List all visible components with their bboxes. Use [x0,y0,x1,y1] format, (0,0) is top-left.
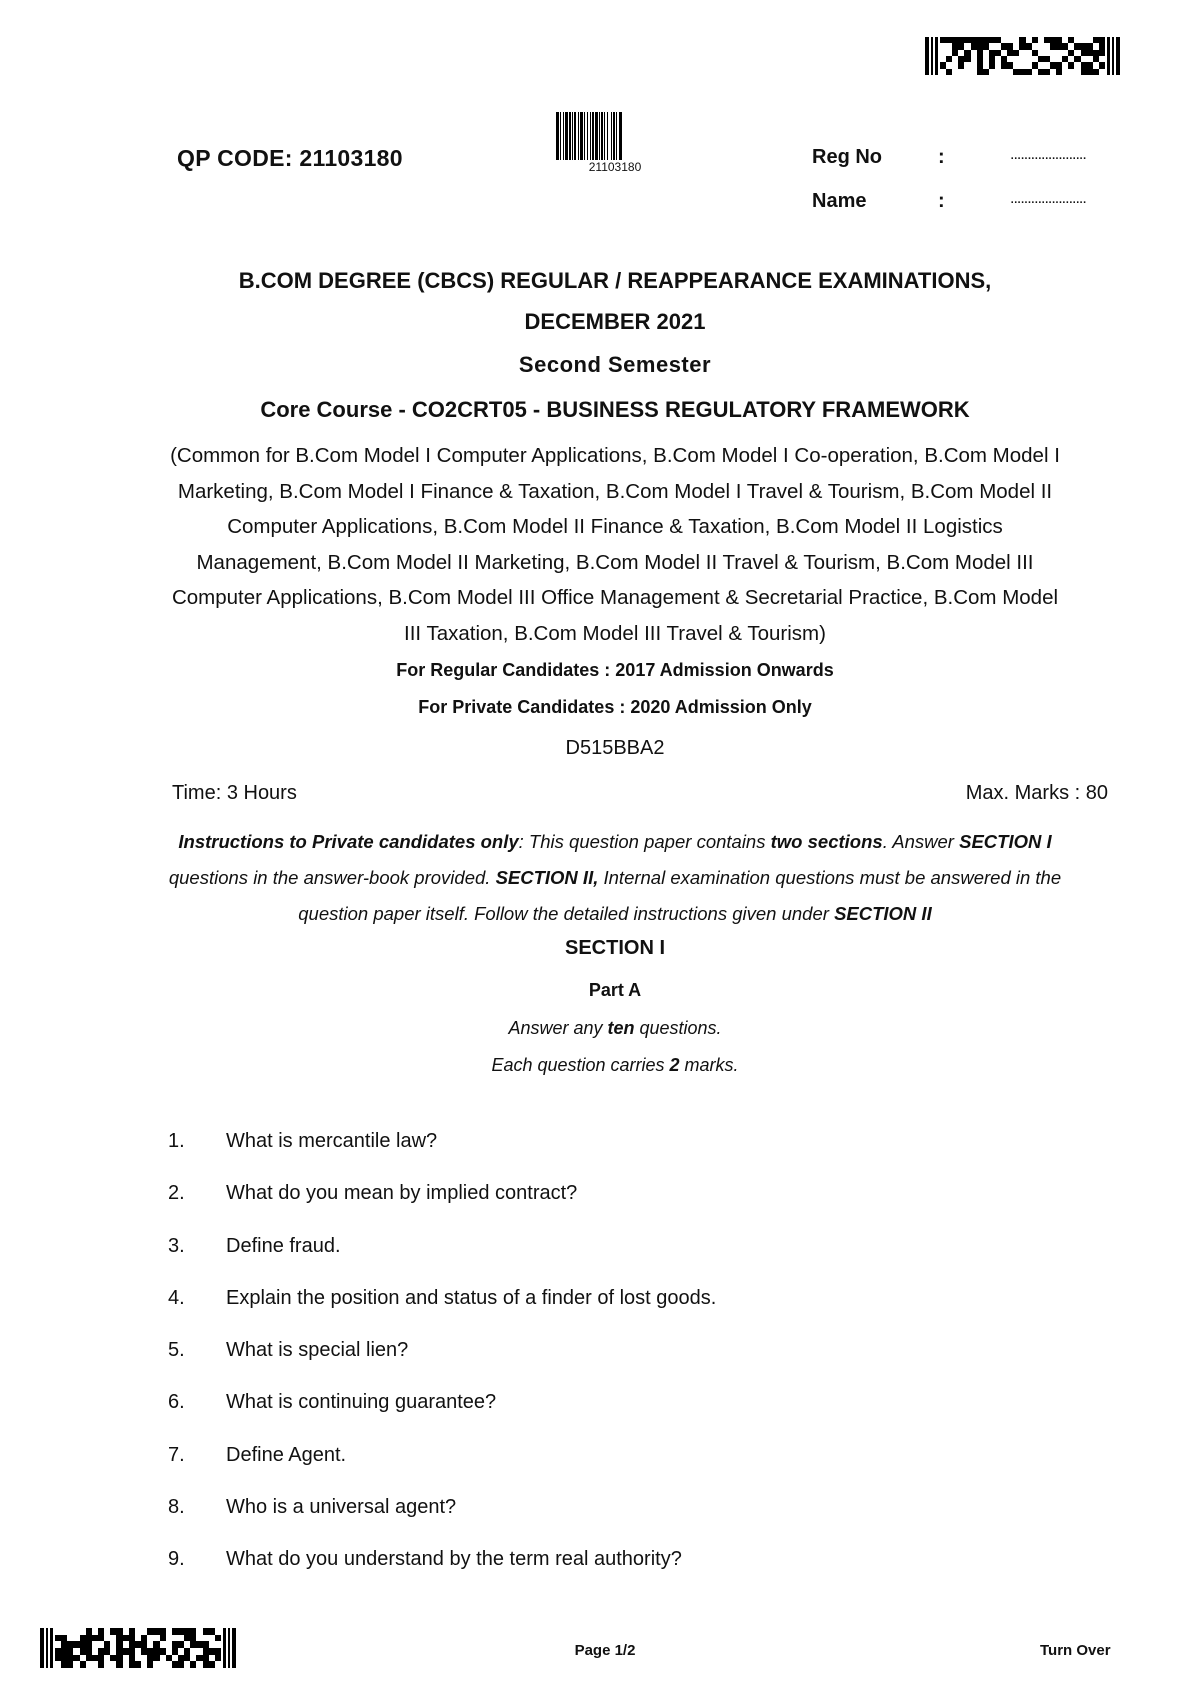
max-marks: Max. Marks : 80 [965,782,1108,804]
instructions-line-3 [120,896,1110,932]
question-text: What do you mean by implied contract? [226,1182,578,1205]
code-cell [215,1661,221,1668]
instr-text: Internal examination questions must be answered in the [598,867,1062,888]
regular-candidates: For Regular Candidates : 2017 Admission Onwards [396,660,834,680]
code-bar [925,37,929,75]
code-bar [931,37,933,75]
question-number: 9. [168,1548,185,1571]
question-number: 4. [168,1286,185,1309]
question-item [160,1496,1060,1548]
exam-date: DECEMBER 2021 [524,309,706,334]
common-line: III Taxation, B.Com Model III Travel & Tourism) [404,621,826,645]
qp-code: QP CODE: 21103180 [177,145,403,171]
question-text: What is special lien? [226,1339,409,1362]
common-for-programs [110,438,1120,651]
semester: Second Semester [518,352,712,377]
question-number: 6. [168,1391,185,1414]
question-text: What is continuing guarantee? [226,1391,497,1414]
common-line: (Common for B.Com Model I Computer Applications, B.Com Model I Co-operation, B.Com Model I [170,444,1060,467]
question-list [160,1130,1060,1601]
paper-code: D515BBA2 [565,737,665,759]
exam-title: B.COM DEGREE (CBCS) REGULAR / REAPPEARANCE EXAMINATIONS, [238,268,992,293]
question-number: 8. [168,1496,185,1519]
common-line: Computer Applications, B.Com Model III Office Management & Secretarial Practice, B.Com Model [171,586,1059,609]
question-item [160,1391,1060,1443]
code-bar [40,1628,44,1668]
marks-instruction [110,1055,1120,1076]
code-bar [232,1628,236,1668]
instr-bold: SECTION I [959,831,1052,852]
section-title: SECTION I [564,937,665,959]
instr-bold: two sections [770,831,883,852]
question-number: 1. [168,1130,185,1152]
code-cell [215,1628,221,1635]
code-bar [228,1628,230,1668]
question-item [160,1287,1060,1339]
part-title: Part A [588,980,642,1000]
each-bold: 2 [669,1055,680,1075]
question-text: What is mercantile law? [226,1130,438,1152]
code-bar [1112,37,1114,75]
name-label: Name [812,190,867,212]
each-pre: Each question carries [491,1055,670,1075]
code-cell [215,1655,221,1662]
question-item [160,1182,1060,1234]
instructions [120,824,1110,932]
code-bar [935,37,938,75]
common-line: Computer Applications, B.Com Model II Finance & Taxation, B.Com Model II Logistics [227,515,1003,538]
common-line: Management, B.Com Model II Marketing, B.Com Model II Travel & Tourism, B.Com Model III [196,550,1034,574]
top-qr-code [925,37,1130,75]
code-bar [1107,37,1110,75]
footer-qr-code [40,1628,246,1668]
page-number: Page 1/2 [574,1642,636,1659]
code-bar [1116,37,1120,75]
question-text: Define Agent. [226,1443,347,1466]
instr-bold: SECTION II, [495,867,599,888]
private-candidates: For Private Candidates : 2020 Admission Only [418,697,812,717]
instr-text: question paper itself. Follow the detailed instructions given under [298,903,835,924]
barcode [556,112,674,160]
instr-bold: Instructions to Private candidates only [178,831,519,852]
reg-no-label: Reg No [812,146,882,168]
code-matrix [55,1628,221,1668]
question-number: 2. [168,1182,185,1205]
reg-no-colon: : [938,146,945,168]
code-bar [50,1628,53,1668]
instr-text: . Answer [882,831,960,852]
common-line: Marketing, B.Com Model I Finance & Taxation, B.Com Model I Travel & Tourism, B.Com Model II [177,479,1053,503]
question-text: What do you understand by the term real authority? [226,1548,682,1571]
code-cell [215,1641,221,1648]
time-allowed: Time: 3 Hours [172,782,297,804]
turn-over: Turn Over [1040,1642,1111,1659]
barcode-bar [622,112,623,160]
code-cell [215,1635,221,1642]
each-post: marks. [679,1055,739,1075]
code-bar [223,1628,226,1668]
instructions-line-1 [120,824,1110,860]
question-item [160,1235,1060,1287]
instructions-line-2 [120,860,1110,896]
code-bar [46,1628,48,1668]
name-colon: : [938,190,945,212]
reg-no-field: ...................... [1010,146,1086,163]
answer-pre: Answer any [508,1018,608,1038]
answer-bold: ten [607,1018,635,1038]
question-text: Who is a universal agent? [226,1496,457,1519]
course-title: Core Course - CO2CRT05 - BUSINESS REGULATORY FRAMEWORK [260,397,970,422]
code-cell [1099,69,1105,75]
barcode-caption: 21103180 [588,160,642,174]
answer-instruction [110,1018,1120,1039]
question-item [160,1444,1060,1496]
name-field: ...................... [1010,190,1086,207]
question-text: Explain the position and status of a finder of lost goods. [226,1286,717,1309]
question-item [160,1130,1060,1182]
question-item [160,1548,1060,1600]
question-number: 5. [168,1339,185,1362]
code-matrix [940,37,1105,75]
question-number: 7. [168,1443,185,1466]
instr-bold: SECTION II [834,903,932,924]
question-item [160,1339,1060,1391]
code-cell [215,1648,221,1655]
question-text: Define fraud. [226,1234,341,1257]
instr-text: : This question paper contains [518,831,771,852]
question-number: 3. [168,1234,185,1257]
instr-text: questions in the answer-book provided. [168,867,496,888]
answer-post: questions. [634,1018,722,1038]
